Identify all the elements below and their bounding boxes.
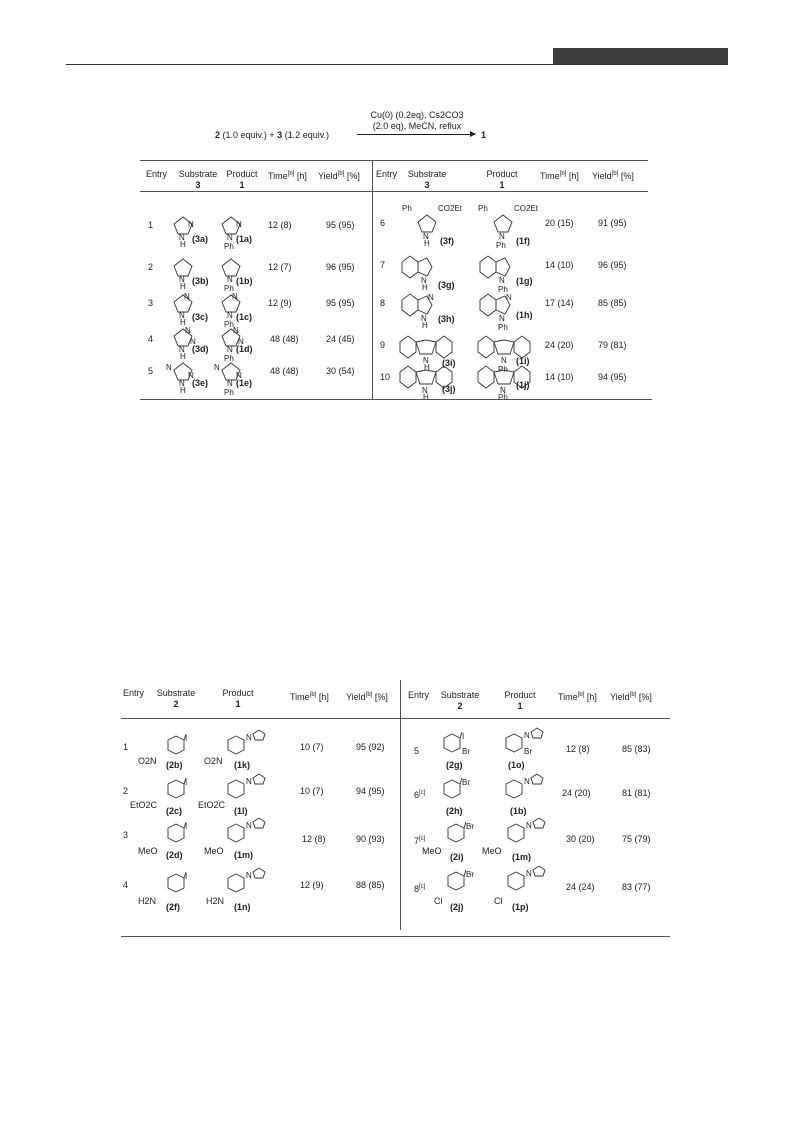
svg-text:N: N: [188, 371, 194, 380]
svg-text:N: N: [238, 337, 244, 346]
2-bromoiodobenzene-structure: [440, 730, 480, 760]
t1-product-code: (1g): [516, 276, 533, 286]
svg-text:N: N: [190, 337, 196, 346]
t2-header-substrate: Substrate 2: [156, 688, 196, 709]
4-methoxyphenylpyrrole-structure: [504, 816, 554, 848]
t2-product-code: (1n): [234, 902, 251, 912]
t1-substrate-code: (3d): [192, 344, 209, 354]
4-bromochlorobenzene-structure: [444, 868, 480, 898]
svg-text:CO2Et: CO2Et: [438, 204, 463, 213]
t2-header-product-right: Product 1: [504, 690, 536, 711]
t2-entry: 1: [123, 742, 129, 752]
svg-text:N: N: [179, 233, 185, 242]
svg-text:N: N: [421, 276, 427, 285]
t2-product-code: (1m): [234, 850, 254, 860]
t2-yield: 88 (85): [356, 880, 385, 890]
svg-text:N: N: [179, 311, 185, 320]
t1-yield: 95 (95): [326, 220, 355, 230]
bromobenzene-structure: [440, 776, 480, 806]
t1-yield: 94 (95): [598, 372, 627, 382]
svg-text:N: N: [524, 731, 530, 740]
t2-substrate-code: (2b): [166, 760, 183, 770]
t2-product-code: (1p): [512, 902, 529, 912]
t1-time: 20 (15): [545, 218, 574, 228]
svg-text:H: H: [180, 282, 186, 291]
reaction-arrow: [357, 134, 475, 135]
t2-entry: 4: [123, 880, 129, 890]
svg-text:N: N: [179, 275, 185, 284]
t1-product-code: (1a): [236, 234, 253, 244]
t2-header-yield-right: Yield[b] [%]: [610, 692, 652, 702]
t1-header-entry: Entry: [146, 169, 168, 179]
svg-text:Br: Br: [462, 747, 470, 756]
t2-header-entry-right: Entry: [408, 690, 430, 700]
t1-header-substrate-right: Substrate 3: [407, 169, 447, 190]
svg-text:N: N: [500, 386, 506, 395]
t1-time: 24 (20): [545, 340, 574, 350]
t1-substrate-code: (3c): [192, 312, 209, 322]
t1-product-code: (1h): [516, 310, 533, 320]
t2-header-product: Product 1: [222, 688, 254, 709]
svg-text:N: N: [428, 293, 434, 302]
t2-time: 24 (20): [562, 788, 591, 798]
condition-line-2: (2.0 eq), MeCN, reflux: [372, 121, 462, 131]
svg-text:H: H: [423, 393, 429, 402]
t2-substrate-code: (2j): [450, 902, 464, 912]
svg-text:H: H: [422, 321, 428, 330]
t1-header-time: Time[b] [h]: [268, 171, 307, 181]
t2-product-substituent: Cl: [494, 896, 503, 906]
t2-substituent: O2N: [138, 756, 157, 766]
svg-text:H: H: [424, 239, 430, 248]
svg-text:H: H: [180, 386, 186, 395]
svg-text:N: N: [526, 869, 532, 878]
svg-text:N: N: [506, 293, 512, 302]
t2-time: 10 (7): [300, 786, 324, 796]
svg-text:Ph: Ph: [498, 285, 508, 294]
t2-yield: 81 (81): [622, 788, 651, 798]
t2-entry: 3: [123, 830, 129, 840]
t2-yield: 94 (95): [356, 786, 385, 796]
svg-text:N: N: [246, 821, 252, 830]
aryl-iodide-ring: [158, 820, 188, 850]
t1-yield: 24 (45): [326, 334, 355, 344]
svg-text:N: N: [236, 220, 242, 229]
t2-substrate-code: (2i): [450, 852, 464, 862]
svg-text:N: N: [246, 733, 252, 742]
t1-product-code: (1c): [236, 312, 253, 322]
svg-text:N: N: [526, 821, 532, 830]
svg-text:Ph: Ph: [224, 388, 234, 397]
t1-header-product: Product 1: [226, 169, 258, 190]
t1-entry: 10: [380, 372, 391, 382]
svg-text:H: H: [424, 363, 430, 372]
svg-text:I: I: [462, 732, 465, 741]
t2-yield: 85 (83): [622, 744, 651, 754]
svg-text:Ph: Ph: [224, 320, 234, 329]
triazole-structure: [168, 324, 198, 362]
svg-text:N: N: [421, 314, 427, 323]
t2-product-code: (1o): [508, 760, 525, 770]
t2-time: 12 (9): [300, 880, 324, 890]
svg-text:Ph: Ph: [224, 354, 234, 363]
t2-substrate-code: (2c): [166, 806, 183, 816]
t2-product-substituent: MeO: [204, 846, 224, 856]
aryl-iodide-ring: [158, 776, 188, 806]
t2-yield: 75 (79): [622, 834, 651, 844]
t2-entry: 2: [123, 786, 129, 796]
svg-text:N: N: [179, 345, 185, 354]
table1-header-rule: [140, 191, 648, 192]
svg-text:N: N: [185, 326, 191, 335]
t2-product-code: (1b): [510, 806, 527, 816]
svg-text:H: H: [180, 240, 186, 249]
t1-product-code: (1j): [516, 380, 530, 390]
t1-time: 48 (48): [270, 334, 299, 344]
table1-top-rule: [140, 160, 648, 161]
reagent-1: 2: [215, 130, 221, 140]
reactants: [215, 130, 329, 140]
t2-substituent: MeO: [422, 846, 442, 856]
t2-time: 12 (8): [566, 744, 590, 754]
t2-yield: 95 (92): [356, 742, 385, 752]
t2-entry: 5: [414, 746, 420, 756]
t1-header-time-right: Time[b] [h]: [540, 171, 579, 181]
t1-substrate-code: (3i): [442, 358, 456, 368]
t1-yield: 95 (95): [326, 298, 355, 308]
t1-header-yield-right: Yield[b] [%]: [592, 171, 634, 181]
reaction-conditions: [357, 110, 477, 132]
t2-product-substituent: O2N: [204, 756, 223, 766]
t1-substrate-code: (3h): [438, 314, 455, 324]
t2-product-code: (1k): [234, 760, 251, 770]
aryl-pyrrole-ring: [224, 772, 268, 804]
reagent-1-equiv: (1.0 equiv.) +: [222, 130, 275, 140]
header-bar: [553, 48, 728, 65]
t2-product-code: (1l): [234, 806, 248, 816]
svg-text:Br: Br: [462, 778, 470, 787]
t2-header-time-right: Time[b] [h]: [558, 692, 597, 702]
t1-entry: 9: [380, 340, 386, 350]
t2-header-entry: Entry: [123, 688, 145, 698]
svg-text:N: N: [227, 275, 233, 284]
t2-header-substrate-right: Substrate 2: [440, 690, 480, 711]
n-phenylpyrrole-structure: [502, 772, 552, 804]
t1-header-yield: Yield[b] [%]: [318, 171, 360, 181]
svg-text:H: H: [180, 352, 186, 361]
t1-substrate-code: (3f): [440, 236, 454, 246]
t1-entry: 6: [380, 218, 386, 228]
t1-substrate-code: (3b): [192, 276, 209, 286]
svg-text:N: N: [423, 232, 429, 241]
svg-text:N: N: [499, 276, 505, 285]
t2-entry: 8[c]: [414, 884, 426, 894]
t2-substrate-code: (2d): [166, 850, 183, 860]
svg-text:Br: Br: [524, 747, 532, 756]
t1-yield: 96 (95): [326, 262, 355, 272]
t2-product-substituent: MeO: [482, 846, 502, 856]
t2-product-code: (1m): [512, 852, 532, 862]
t1-product-code: (1i): [516, 356, 530, 366]
svg-text:I: I: [185, 872, 188, 881]
t2-product-substituent: H2N: [206, 896, 225, 906]
table2-divider: [400, 680, 401, 930]
svg-text:N: N: [214, 363, 220, 372]
svg-text:N: N: [179, 379, 185, 388]
svg-text:CO2Et: CO2Et: [514, 204, 539, 213]
n-phenylbenzimidazole-structure: [476, 288, 520, 330]
svg-text:Ph: Ph: [402, 204, 412, 213]
svg-text:N: N: [166, 363, 172, 372]
4-chlorophenylpyrrole-structure: [504, 864, 554, 896]
t2-substituent: MeO: [138, 846, 158, 856]
aryl-pyrrole-ring: [224, 816, 268, 848]
t1-entry: 4: [148, 334, 154, 344]
t2-substrate-code: (2f): [166, 902, 180, 912]
svg-text:N: N: [227, 345, 233, 354]
reagent-2: 3: [277, 130, 283, 140]
header-rule: [66, 64, 728, 65]
t1-yield: 96 (95): [598, 260, 627, 270]
svg-text:Br: Br: [466, 870, 474, 879]
svg-text:N: N: [501, 356, 507, 365]
t1-yield: 30 (54): [326, 366, 355, 376]
t1-substrate-code: (3j): [442, 384, 456, 394]
t1-time: 17 (14): [545, 298, 574, 308]
t1-entry: 3: [148, 298, 154, 308]
t2-yield: 83 (77): [622, 882, 651, 892]
svg-text:H: H: [422, 283, 428, 292]
t2-substituent: Cl: [434, 896, 443, 906]
t2-time: 30 (20): [566, 834, 595, 844]
t1-yield: 85 (85): [598, 298, 627, 308]
indole-structure: [398, 250, 442, 290]
t2-substrate-code: (2g): [446, 760, 463, 770]
t1-time: 14 (10): [545, 260, 574, 270]
t1-entry: 8: [380, 298, 386, 308]
svg-text:N: N: [499, 232, 505, 241]
svg-text:N: N: [524, 777, 530, 786]
t2-product-substituent: EtO2C: [198, 800, 226, 810]
t2-time: 10 (7): [300, 742, 324, 752]
svg-text:N: N: [422, 386, 428, 395]
t1-header-substrate: Substrate 3: [178, 169, 218, 190]
svg-text:N: N: [246, 777, 252, 786]
t1-time: 48 (48): [270, 366, 299, 376]
svg-text:N: N: [232, 292, 238, 301]
svg-text:Ph: Ph: [498, 323, 508, 332]
svg-text:N: N: [227, 311, 233, 320]
svg-text:N: N: [236, 371, 242, 380]
svg-text:N: N: [184, 292, 190, 301]
t1-time: 14 (10): [545, 372, 574, 382]
t1-product-code: (1b): [236, 276, 253, 286]
t1-product-code: (1e): [236, 378, 253, 388]
1,2,4-triazole-structure: [166, 358, 198, 396]
t2-entry: 6[c]: [414, 790, 426, 800]
condition-line-1: Cu(0) (0.2eq), Cs2CO3: [370, 110, 464, 120]
t1-entry: 5: [148, 366, 154, 376]
t1-yield: 79 (81): [598, 340, 627, 350]
svg-text:N: N: [188, 220, 194, 229]
4-bromoanisole-structure: [444, 820, 480, 850]
t1-entry: 1: [148, 220, 154, 230]
table2-header-rule: [121, 718, 670, 719]
t1-entry: 7: [380, 260, 386, 270]
t2-substituent: EtO2C: [130, 800, 158, 810]
svg-text:Ph: Ph: [224, 284, 234, 293]
n-phenylindole-structure: [476, 250, 520, 292]
t1-substrate-code: (3g): [438, 280, 455, 290]
t1-time: 12 (7): [268, 262, 292, 272]
t2-time: 12 (8): [302, 834, 326, 844]
phenyl-pyrrole-ester-product-structure: [478, 202, 550, 250]
phenyl-pyrrole-ester-structure: [402, 202, 474, 248]
2-bromophenylpyrrole-structure: [502, 726, 552, 760]
t1-entry: 2: [148, 262, 154, 272]
table1-divider: [372, 160, 373, 399]
svg-text:Ph: Ph: [498, 393, 508, 402]
aryl-pyrrole-ring: [224, 728, 268, 760]
t1-product-code: (1f): [516, 236, 530, 246]
reagent-2-equiv: (1.2 equiv.): [284, 130, 330, 140]
t2-yield: 90 (93): [356, 834, 385, 844]
table2-bottom-rule: [121, 936, 670, 937]
svg-text:I: I: [185, 734, 188, 743]
aryl-iodide-ring: [158, 732, 188, 762]
reaction-scheme: [215, 110, 545, 148]
scheme-product: 1: [481, 130, 487, 140]
svg-text:N: N: [499, 314, 505, 323]
t1-time: 12 (9): [268, 298, 292, 308]
t2-header-yield: Yield[b] [%]: [346, 692, 388, 702]
svg-text:I: I: [185, 822, 188, 831]
svg-text:N: N: [246, 871, 252, 880]
t2-substituent: H2N: [138, 896, 157, 906]
t1-substrate-code: (3a): [192, 234, 209, 244]
t2-substrate-code: (2h): [446, 806, 463, 816]
svg-text:Ph: Ph: [498, 365, 508, 374]
t1-yield: 91 (95): [598, 218, 627, 228]
t1-header-entry-right: Entry: [376, 169, 398, 179]
t1-time: 12 (8): [268, 220, 292, 230]
svg-text:Ph: Ph: [224, 242, 234, 251]
t1-product-code: (1d): [236, 344, 253, 354]
t2-header-time: Time[b] [h]: [290, 692, 329, 702]
aryl-iodide-ring: [158, 870, 188, 900]
benzimidazole-structure: [398, 288, 442, 328]
svg-text:N: N: [423, 356, 429, 365]
svg-text:N: N: [227, 233, 233, 242]
aryl-pyrrole-ring: [224, 866, 268, 898]
svg-text:H: H: [180, 318, 186, 327]
svg-text:Ph: Ph: [496, 241, 506, 250]
svg-text:Ph: Ph: [478, 204, 488, 213]
t1-substrate-code: (3e): [192, 378, 209, 388]
t2-entry: 7[c]: [414, 836, 426, 846]
svg-text:N: N: [233, 326, 239, 335]
svg-text:Br: Br: [466, 822, 474, 831]
svg-text:N: N: [227, 379, 233, 388]
t1-header-product-right: Product 1: [486, 169, 518, 190]
t2-time: 24 (24): [566, 882, 595, 892]
svg-text:I: I: [185, 778, 188, 787]
